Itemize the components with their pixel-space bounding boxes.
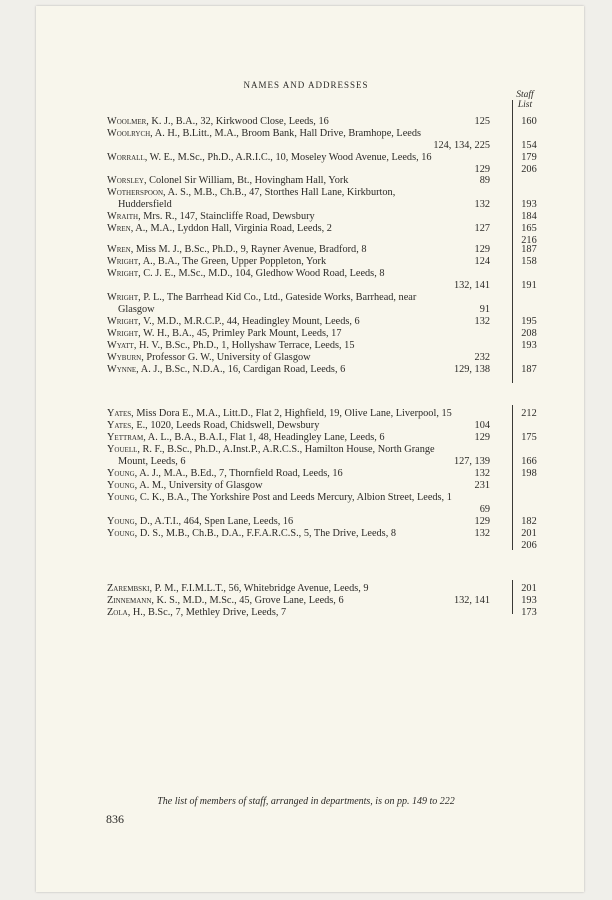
entry-page-refs: 132 xyxy=(474,468,490,479)
entry-staff-list-ref: 160 xyxy=(521,116,537,127)
entry-page-refs: 127 xyxy=(474,223,490,234)
entry-staff-list-ref: 208 xyxy=(521,328,537,339)
entry-details: , A., M.A., Lyddon Hall, Virginia Road, Leeds, 2 xyxy=(130,223,332,234)
entry-details: , D., A.T.I., 464, Spen Lane, Leeds, 16 xyxy=(134,516,294,527)
entry-details: Mount, Leeds, 6 xyxy=(118,456,186,467)
entry-details: , A. J., B.Sc., N.D.A., 16, Cardigan Road, Leeds, 6 xyxy=(136,364,346,375)
entry-surname: Yates xyxy=(107,408,132,419)
entry-details: , K. S., M.D., M.Sc., 45, Grove Lane, Leeds, 6 xyxy=(151,595,344,606)
entry-surname: Worsley xyxy=(107,175,144,186)
entry-details: , Colonel Sir William, Bt., Hovingham Hall, York xyxy=(143,175,349,186)
entry-name xyxy=(107,352,311,364)
entry-name xyxy=(107,480,263,492)
entry-surname: Zinnemann xyxy=(107,595,152,606)
entry-details: , Mrs. R., 147, Staincliffe Road, Dewsbury xyxy=(138,211,315,222)
entry-page-refs: 104 xyxy=(474,420,490,431)
entry-surname: Wright xyxy=(107,292,139,303)
entry-name xyxy=(107,444,435,456)
entry-page-refs: 69 xyxy=(479,504,490,515)
entry-surname: Wright xyxy=(107,328,139,339)
entry-details: Huddersfield xyxy=(118,199,172,210)
entry-surname: Wright xyxy=(107,316,139,327)
entry-surname: Young xyxy=(107,528,135,539)
entry-surname: Young xyxy=(107,468,135,479)
entry-page-refs: 132 xyxy=(474,528,490,539)
entry-surname: Young xyxy=(107,480,135,491)
entry-staff-list-ref: 182 xyxy=(521,516,537,527)
entry-page-refs: 89 xyxy=(479,175,490,186)
entry-name xyxy=(107,292,416,304)
entry-name xyxy=(107,408,452,420)
entry-details: , H., B.Sc., 7, Methley Drive, Leeds, 7 xyxy=(127,607,287,618)
entry-page-refs: 129, 138 xyxy=(453,364,490,375)
entry-details: , V., M.D., M.R.C.P., 44, Headingley Mount, Leeds, 6 xyxy=(138,316,360,327)
entry-name xyxy=(107,528,396,540)
entry-name xyxy=(107,492,452,504)
entry-staff-list-ref: 166 xyxy=(521,456,537,467)
entry-staff-list-ref: 193 xyxy=(521,595,537,606)
entry-staff-list-ref: 165 xyxy=(521,223,537,234)
entry-details: , W. E., M.Sc., Ph.D., A.R.I.C., 10, Moseley Wood Avenue, Leeds, 16 xyxy=(144,152,432,163)
entry-surname: Woolmer xyxy=(107,116,147,127)
page-header: NAMES AND ADDRESSES xyxy=(243,80,369,90)
entry-staff-list-ref: 187 xyxy=(521,244,537,255)
entry-page-refs: 132, 141 xyxy=(453,280,490,291)
entry-staff-list-ref: 173 xyxy=(521,607,537,618)
entry-page-refs: 231 xyxy=(474,480,490,491)
entry-details: , W. H., B.A., 45, Primley Park Mount, Leeds, 17 xyxy=(138,328,342,339)
entry-name xyxy=(107,432,385,444)
entry-surname: Wright xyxy=(107,268,139,279)
entry-staff-list-ref: 198 xyxy=(521,468,537,479)
entry-page-refs: 129 xyxy=(474,244,490,255)
entry-staff-list-ref: 158 xyxy=(521,256,537,267)
entry-surname: Wright xyxy=(107,256,139,267)
entry-name xyxy=(107,420,319,432)
entry-name xyxy=(107,595,344,607)
entry-details: , Miss M. J., B.Sc., Ph.D., 9, Rayner Avenue, Bradford, 8 xyxy=(130,244,367,255)
entry-name xyxy=(107,268,385,280)
entry-staff-list-ref: 179 xyxy=(521,152,537,163)
entry-staff-list-ref: 201 xyxy=(521,528,537,539)
entry-staff-list-ref: 216 xyxy=(521,235,537,246)
entry-name xyxy=(118,304,155,316)
entry-surname: Young xyxy=(107,492,135,503)
entry-staff-list-ref: 212 xyxy=(521,408,537,419)
entry-page-refs: 132, 141 xyxy=(453,595,490,606)
entry-page-refs: 124 xyxy=(474,256,490,267)
entry-details: , P. L., The Barrhead Kid Co., Ltd., Gateside Works, Barrhead, near xyxy=(138,292,417,303)
entry-name xyxy=(107,516,293,528)
entry-page-refs: 127, 139 xyxy=(453,456,490,467)
entry-details: , Miss Dora E., M.A., Litt.D., Flat 2, Highfield, 19, Olive Lane, Liverpool, 15 xyxy=(131,408,452,419)
entry-name xyxy=(107,256,326,268)
entry-page-refs: 129 xyxy=(474,432,490,443)
entry-name xyxy=(107,187,395,199)
staff-heading-line-1: Staff xyxy=(516,90,534,100)
entry-details: , A. J., M.A., B.Ed., 7, Thornfield Road, Leeds, 16 xyxy=(134,468,343,479)
entry-details: , D. S., M.B., Ch.B., D.A., F.F.A.R.C.S., 5, The Drive, Leeds, 8 xyxy=(134,528,396,539)
entry-staff-list-ref: 191 xyxy=(521,280,537,291)
entry-surname: Wyatt xyxy=(107,340,134,351)
entry-surname: Wynne xyxy=(107,364,137,375)
entry-surname: Zola xyxy=(107,607,128,618)
entry-name xyxy=(107,211,315,223)
entry-details: , C. J. E., M.Sc., M.D., 104, Gledhow Wood Road, Leeds, 8 xyxy=(138,268,385,279)
entry-details: , K. J., B.A., 32, Kirkwood Close, Leeds, 16 xyxy=(146,116,329,127)
entry-name xyxy=(118,456,186,468)
entry-staff-list-ref: 175 xyxy=(521,432,537,443)
entry-details: , A. H., B.Litt., M.A., Broom Bank, Hall Drive, Bramhope, Leeds xyxy=(150,128,422,139)
entry-name xyxy=(107,583,369,595)
entry-surname: Yates xyxy=(107,420,132,431)
entry-details: , P. M., F.I.M.L.T., 56, Whitebridge Avenue, Leeds, 9 xyxy=(149,583,369,594)
entry-details: , Professor G. W., University of Glasgow xyxy=(141,352,311,363)
entry-staff-list-ref: 193 xyxy=(521,340,537,351)
entry-surname: Worrall xyxy=(107,152,145,163)
entry-surname: Wraith xyxy=(107,211,139,222)
entry-name xyxy=(107,328,341,340)
entry-surname: Yettram xyxy=(107,432,144,443)
entry-staff-list-ref: 154 xyxy=(521,140,537,151)
entry-surname: Youell xyxy=(107,444,138,455)
entry-details: , A., B.A., The Green, Upper Poppleton, York xyxy=(138,256,327,267)
entry-staff-list-ref: 206 xyxy=(521,540,537,551)
entry-staff-list-ref: 195 xyxy=(521,316,537,327)
entry-name xyxy=(107,468,343,480)
entry-details: , C. K., B.A., The Yorkshire Post and Leeds Mercury, Albion Street, Leeds, 1 xyxy=(134,492,452,503)
entry-details: , H. V., B.Sc., Ph.D., 1, Hollyshaw Terrace, Leeds, 15 xyxy=(133,340,355,351)
entry-page-refs: 124, 134, 225 xyxy=(433,140,490,151)
entry-surname: Young xyxy=(107,516,135,527)
entry-details: , A. M., University of Glasgow xyxy=(134,480,263,491)
entry-page-refs: 232 xyxy=(474,352,490,363)
entry-name xyxy=(118,199,172,211)
entry-name xyxy=(107,607,286,619)
entry-page-refs: 132 xyxy=(474,316,490,327)
entry-details: , R. F., B.Sc., Ph.D., A.Inst.P., A.R.C.S., Hamilton House, North Grange xyxy=(137,444,435,455)
entry-staff-list-ref: 193 xyxy=(521,199,537,210)
entry-surname: Wotherspoon xyxy=(107,187,164,198)
entry-surname: Zarembski xyxy=(107,583,150,594)
entry-name xyxy=(107,364,345,376)
entry-page-refs: 129 xyxy=(474,516,490,527)
entry-details: Glasgow xyxy=(118,304,155,315)
entry-details: , A. S., M.B., Ch.B., 47, Storthes Hall Lane, Kirkburton, xyxy=(163,187,396,198)
entry-name xyxy=(107,244,367,256)
staff-heading-line-2: List xyxy=(517,100,533,110)
entry-surname: Wren xyxy=(107,223,131,234)
footer-note: The list of members of staff, arranged in departments, is on pp. 149 to 222 xyxy=(157,796,455,807)
entry-staff-list-ref: 201 xyxy=(521,583,537,594)
entry-name xyxy=(107,152,432,164)
entry-staff-list-ref: 184 xyxy=(521,211,537,222)
entry-name xyxy=(107,128,421,140)
entry-name xyxy=(107,340,354,352)
entry-name xyxy=(107,175,348,187)
entry-surname: Wyburn xyxy=(107,352,142,363)
entry-details: , E., 1020, Leeds Road, Chidswell, Dewsbury xyxy=(131,420,320,431)
entry-surname: Wren xyxy=(107,244,131,255)
entry-page-refs: 129 xyxy=(474,164,490,175)
entry-page-refs: 91 xyxy=(479,304,490,315)
entry-surname: Woolrych xyxy=(107,128,151,139)
page-number: 836 xyxy=(106,812,124,826)
entry-staff-list-ref: 187 xyxy=(521,364,537,375)
entry-page-refs: 132 xyxy=(474,199,490,210)
entry-name xyxy=(107,223,332,235)
entry-name xyxy=(107,116,329,128)
entry-staff-list-ref: 206 xyxy=(521,164,537,175)
entry-page-refs: 125 xyxy=(474,116,490,127)
entry-name xyxy=(107,316,360,328)
entry-details: , A. L., B.A., B.A.I., Flat 1, 48, Headingley Lane, Leeds, 6 xyxy=(143,432,385,443)
